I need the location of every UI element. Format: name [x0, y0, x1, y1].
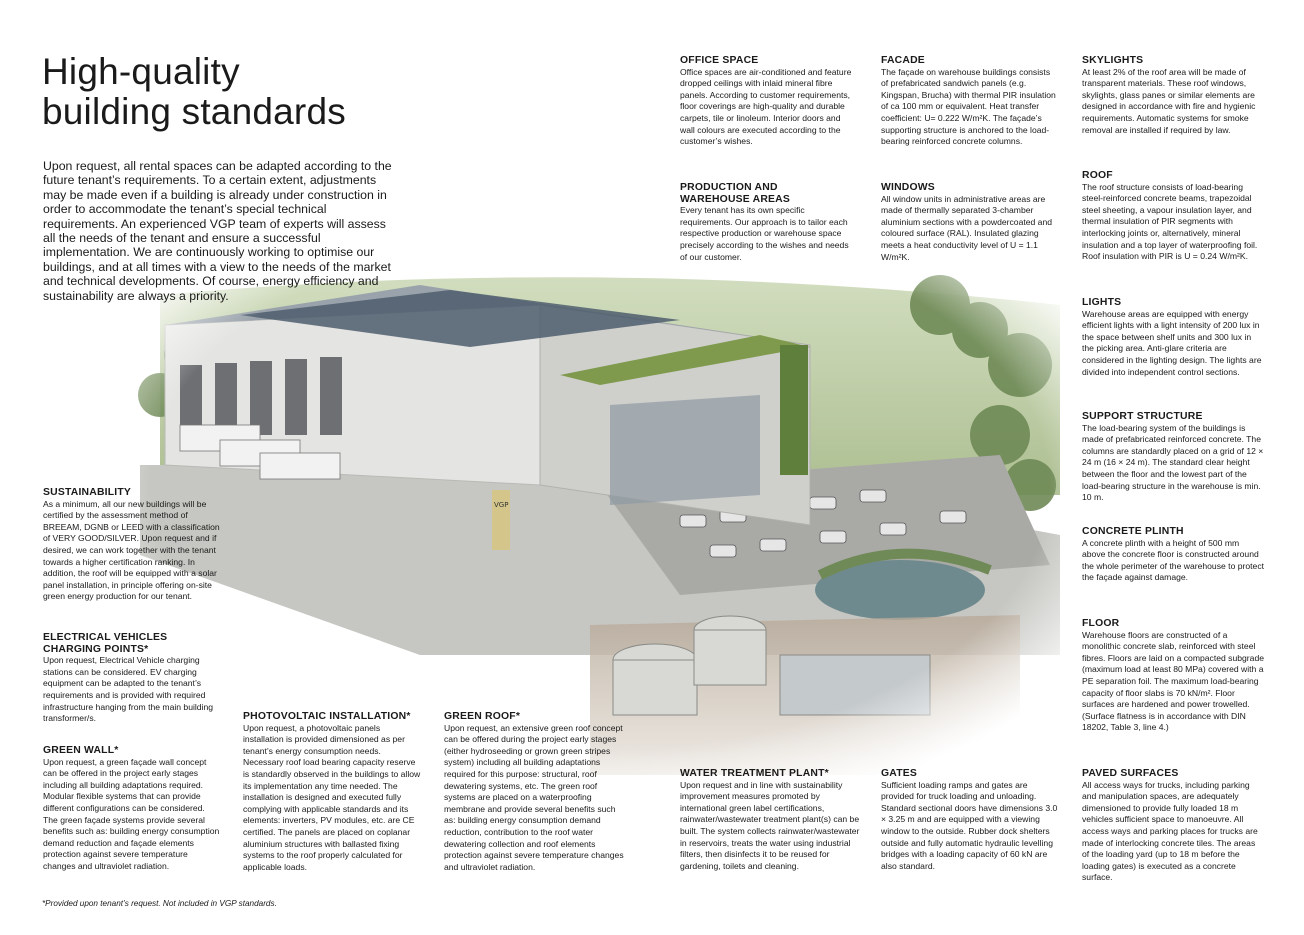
sustainability-heading: SUSTAINABILITY — [43, 487, 132, 498]
section-paved-surfaces — [1082, 768, 1264, 884]
section-production — [680, 182, 856, 263]
green-roof-text: Upon request, an extensive green roof concept can be offered during the project early stages (either hydroseeding or grown green stripes system) including all building adaptations required for this purpose: structural, roof dewatering systems, etc. The green roof systems are placed on a waterproofing membrane and provide several benefits such as: building energy consumption demand reduction, contribution to the roof water dewatering collection and roof elements protection against severe temperature changes and ultraviolet radiation. — [444, 722, 624, 872]
plinth-heading: CONCRETE PLINTH — [1082, 526, 1184, 537]
green-wall-heading: GREEN WALL* — [43, 745, 119, 756]
sustainability-text: As a minimum, all our new buildings will be certified by the assessment method of BREEAM, DGNB or LEED with a classification of VERY GOOD/SILVER. Upon request and if desired, we can work together with the tenant towards a higher certification ranking. In addition, the roof will be equipped with a solar panel installation, in principle offering on-site green energy production for our tenant. — [43, 498, 220, 602]
footnote: *Provided upon tenant’s request. Not included in VGP standards. — [42, 899, 277, 908]
windows-heading: WINDOWS — [881, 182, 935, 193]
section-office-space — [680, 55, 856, 148]
ev-text: Upon request, Electrical Vehicle charging stations can be considered. EV charging equipment can be adapted to the tenant’s requirements and is provided with required infrastructure hanging from the main building transformer/s. — [43, 655, 214, 724]
water-text: Upon request and in line with sustainability improvement measures promoted by international green label certifications, rainwater/wastewater treatment plant(s) can be built. The system collects rainwater/wastewater in reservoirs, treats the water using industrial filters, then disinfects it to be reused for gardening, toilets and cleaning. — [680, 779, 860, 871]
facade-text: The façade on warehouse buildings consists of prefabricated sandwich panels (e.g. Kingspan, Brucha) with thermal PIR insulation of ca 100 mm or equivalent. Heat transfer coefficient: U= 0.222 W/m²K. The façade’s supporting structure is anchored to the load-bearing reinforced concrete columns. — [881, 66, 1056, 147]
production-text: Every tenant has its own specific requirements. Our approach is to tailor each respective production or warehouse space precisely according to the wishes and needs of our customer. — [680, 205, 849, 262]
page-title-line-1: High-quality — [42, 51, 240, 92]
plinth-text: A concrete plinth with a height of 500 mm above the concrete floor is constructed around the whole perimeter of the warehouse to protect the façade against damage. — [1082, 537, 1265, 583]
pv-text: Upon request, a photovoltaic panels installation is provided dimensioned as per tenant’s energy consumption needs. Necessary roof load bearing capacity reserve is standardly observed in the buildings to allow its implementation any time needed. The installation is designed and executed fully complying with applicable standards and its elements: inverters, PV modules, etc. are CE certified. The panels are placed on coplanar aluminium structures with ballasted fixing systems to the roof properly calculated for applicable loads. — [243, 722, 421, 872]
office-space-heading: OFFICE SPACE — [680, 55, 759, 66]
green-wall-text: Upon request, a green façade wall concept can be offered in the project early stages including all building adaptations required. Modular flexible systems that can provide different configurations can be considered. The green façade systems provide several benefits such as: building energy consumption demand reduction and façade elements protection against severe temperature changes and ultraviolet radiation. — [43, 756, 220, 871]
section-photovoltaic — [243, 711, 423, 873]
paved-text: All access ways for trucks, including parking and manipulation spaces, are adequately dimensioned to provide fully loaded 18 m vehicles sufficient space to manoeuvre. All access ways and parking places for trucks are made of interlocking concrete tiles. The areas of the loading yard (up to 18 m before the loading gates) is executed as a concrete surface. — [1082, 779, 1258, 883]
intro-paragraph: Upon request, all rental spaces can be adapted according to the future tenant’s requirements. To a certain extent, adjustments may be made even if a building is already under construction in order to accommodate the tenant’s special technical requirements. An experienced VGP team of experts will assess all the needs of the tenant and ensure a successful implementation. We are continuously working to optimise our buildings, and at all times with a view to the needs of the market and technical developments. Of course, energy efficiency and sustainability are always a priority. — [43, 159, 392, 303]
section-ev-charging — [43, 632, 223, 725]
section-concrete-plinth — [1082, 526, 1264, 584]
section-green-roof — [444, 711, 624, 873]
windows-text: All window units in administrative areas are made of thermally separated 3-chamber aluminium sections with a powdercoated and coloured surface (RAL). Insulated glazing meets a heat conductivity level of U = 1.1 W/m²K. — [881, 193, 1053, 262]
gates-heading: GATES — [881, 768, 918, 779]
section-facade — [881, 55, 1057, 148]
gates-text: Sufficient loading ramps and gates are provided for truck loading and unloading. Standard sectional doors have dimensions 3.0 × 3.25 m and are equipped with a viewing window to the outside. Rubber dock shelters outside and fully automatic hydraulic levelling bridges with a loading capacity of 60 kN are also standard. — [881, 779, 1058, 871]
support-text: The load-bearing system of the buildings is made of prefabricated reinforced concrete. The columns are standardly placed on a grid of 12 × 24 m (16 × 24 m). The standard clear height between the floor and the lowest part of the load-bearing structure in the warehouse is min. 10 m. — [1082, 422, 1264, 503]
section-roof — [1082, 170, 1264, 263]
section-gates — [881, 768, 1059, 872]
floor-heading: FLOOR — [1082, 618, 1120, 629]
lights-heading: LIGHTS — [1082, 297, 1122, 308]
roof-text: The roof structure consists of load-bearing steel-reinforced concrete beams, trapezoidal steel sheeting, a vapour insulation layer, and thermal insulation of PIR segments with interlocking joints or, alternatively, mineral insulation and a top layer of waterproofing foil. Roof insulation with PIR is U = 0.24 W/m²K. — [1082, 181, 1258, 262]
page-title-line-2: building standards — [42, 91, 346, 132]
section-water-treatment — [680, 768, 862, 872]
skylights-text: At least 2% of the roof area will be made of transparent materials. These roof windows, skylights, glass panes or similar elements are designed in accordance with fire and hygienic requirements. Automatic systems for smoke removal are installed if required by law. — [1082, 66, 1256, 135]
section-skylights — [1082, 55, 1264, 136]
section-green-wall — [43, 745, 221, 873]
lights-text: Warehouse areas are equipped with energy efficient lights with a light intensity of 200 lux in the space between shelf units and 300 lux in the picking area. Anti-glare criteria are considered in the lighting design. The lights are divided into independent control sections. — [1082, 308, 1262, 377]
production-heading: PRODUCTION AND WAREHOUSE AREAS — [680, 182, 790, 205]
water-heading: WATER TREATMENT PLANT* — [680, 768, 829, 779]
pv-heading: PHOTOVOLTAIC INSTALLATION* — [243, 711, 411, 722]
page-title — [42, 52, 346, 132]
skylights-heading: SKYLIGHTS — [1082, 55, 1144, 66]
facade-heading: FACADE — [881, 55, 925, 66]
support-heading: SUPPORT STRUCTURE — [1082, 411, 1203, 422]
office-space-text: Office spaces are air-conditioned and feature dropped ceilings with inlaid mineral fibre panels. According to customer requirements, floor coverings are high-quality and durable carpets, tile or linoleum. Interior doors and wall colours are executed according to the customer’s wishes. — [680, 66, 852, 147]
section-sustainability — [43, 487, 221, 603]
green-roof-heading: GREEN ROOF* — [444, 711, 521, 722]
ev-heading: ELECTRICAL VEHICLES CHARGING POINTS* — [43, 632, 168, 655]
section-windows — [881, 182, 1057, 263]
roof-heading: ROOF — [1082, 170, 1113, 181]
paved-heading: PAVED SURFACES — [1082, 768, 1179, 779]
section-floor — [1082, 618, 1266, 734]
floor-text: Warehouse floors are constructed of a monolithic concrete slab, reinforced with steel fibres. Floors are laid on a compacted subgrade (maximum load at least 80 MPa) covered with a PE separation foil. The maximum load-bearing capacity of floor slabs is 70 kN/m². Floor surfaces are hardened and power trowelled. (Surface flatness is in accordance with DIN 18202, Table 3, line 4.) — [1082, 629, 1265, 733]
section-lights — [1082, 297, 1264, 378]
section-support-structure — [1082, 411, 1264, 504]
